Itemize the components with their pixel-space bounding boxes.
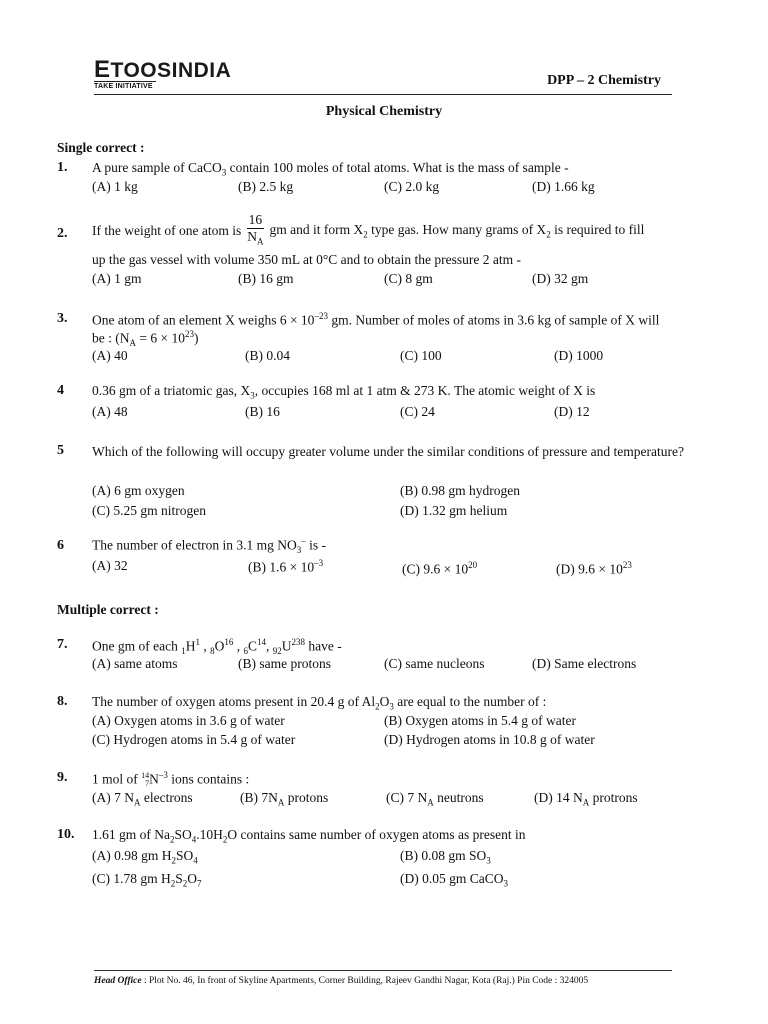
option-c: (C) Hydrogen atoms in 5.4 g of water [92,732,296,747]
option-d: (D) $9.6 \times 10^{23}$ [556,560,632,577]
logo-tagline: TAKE INITIATIVE [94,81,156,91]
question-number: 3. [57,311,68,326]
option-b: (B) 16 gm [238,271,294,286]
option-d: (D) Hydrogen atoms in 10.8 g of water [384,732,595,747]
question-text: 0.36 gm of a triatomic gas, $X_3$, occupies 168 ml at 1 atm & 273 K. The atomic weight of X is [92,383,596,401]
question-text-line2: up the gas vessel with volume 350 mL at 0°C and to obtain the pressure 2 atm - [92,252,521,267]
question-text: The number of oxygen atoms present in 20.4 g of $Al_2O_3$ are equal to the number of : [92,694,547,712]
option-b: (B) Oxygen atoms in 5.4 g of water [384,713,576,728]
header-divider [94,94,672,95]
question-text: The number of electron in 3.1 mg $NO_3^-$ is - [92,536,326,556]
question-text-line2: be : $(N_A = 6 \times 10^{23})$ [92,329,199,349]
option-a: (A) 48 [92,404,128,419]
option-b: (B) $1.6 \times 10^{-3}$ [248,558,324,575]
option-b: (B) 2.5 kg [238,179,294,194]
option-a: (A) Oxygen atoms in 3.6 g of water [92,713,285,728]
option-a: (A) 1 gm [92,271,142,286]
option-c: (C) $9.6 \times 10^{20}$ [402,560,478,577]
option-d: (D) 1.66 kg [532,179,595,194]
option-a: (A) 1 kg [92,179,138,194]
option-d: (D) Same electrons [532,656,637,671]
option-b: (B) 16 [245,404,280,419]
option-c: (C) same nucleons [384,656,485,671]
option-a: (A) 32 [92,558,128,573]
option-a: (A) 40 [92,348,128,363]
question-number: 1. [57,160,68,175]
option-b: (B) 0.08 gm $SO_3$ [400,848,491,866]
question-text: Which of the following will occupy greater volume under the similar conditions of pressure and temperature? [92,444,684,459]
etoosindia-logo [94,56,232,91]
option-c: (C) 1.78 gm $H_2S_2O_7$ [92,871,202,889]
fraction: $\frac{16}{N_A}$ [247,212,264,247]
option-c: (C) 100 [400,348,442,363]
footer-address: Head Office : Plot No. 46, In front of Skyline Apartments, Corner Building, Rajeev Gandhi Nagar, Kota (Raj.) Pin Code : 324005 [94,976,589,986]
option-d: (D) 1000 [554,348,604,363]
option-d: (D) 1.32 gm helium [400,503,508,518]
question-text: 1 mol of 14 7 $N^{-3}$ ions contains : [92,770,250,789]
option-d: (D) 0.05 gm CaCO$_3$ [400,871,508,889]
option-a: (A) 7 $N_A$ electrons [92,790,193,808]
question-number: 10. [57,827,75,842]
question-number: 8. [57,694,68,709]
question-text: If the weight of one atom is $\frac{16}{N_A}$ gm and it form $X_2$ type gas. How many grams of $X_2$ is required to fill [92,212,644,250]
option-c: (C) 5.25 gm nitrogen [92,503,206,518]
option-a: (A) 6 gm oxygen [92,483,185,498]
option-a: (A) 0.98 gm $H_2SO_4$ [92,848,198,866]
option-c: (C) 8 gm [384,271,433,286]
question-number: 6 [57,538,64,553]
option-d: (D) 12 [554,404,590,419]
question-text: A pure sample of CaCO$_3$ contain 100 moles of total atoms. What is the mass of sample - [92,160,569,178]
logo-wordmark: ETOOSINDIA [94,56,232,83]
option-b: (B) $7N_A$ protons [240,790,329,808]
question-number: 5 [57,443,64,458]
option-b: (B) same protons [238,656,331,671]
option-b: (B) 0.04 [245,348,290,363]
page-title: Physical Chemistry [325,104,443,119]
question-number: 7. [57,637,68,652]
section-heading-single: Single correct : [57,140,145,155]
question-text: 1.61 gm of $Na_2SO_4.10H_2O$ contains same number of oxygen atoms as present in [92,827,526,845]
question-text: One atom of an element X weighs $6 \times 10^{-23}$ gm. Number of moles of atoms in 3.6 kg of sample of X will [92,311,660,328]
option-d: (D) 14 $N_A$ protrons [534,790,638,808]
question-text: One gm of each $_1H^1$ , $_8O^{16}$ , $_6C^{14}$, $_{92}U^{238}$ have - [92,637,342,657]
option-a: (A) same atoms [92,656,178,671]
document-label: DPP – 2 Chemistry [547,73,661,88]
question-number: 9. [57,770,68,785]
option-c: (C) 24 [400,404,435,419]
question-number: 2. [57,226,68,241]
option-b: (B) 0.98 gm hydrogen [400,483,520,498]
section-heading-multiple: Multiple correct : [57,602,159,617]
option-c: (C) 7 $N_A$ neutrons [386,790,484,808]
footer-label: Head Office [94,976,142,986]
option-d: (D) 32 gm [532,271,589,286]
option-c: (C) 2.0 kg [384,179,440,194]
question-number: 4 [57,383,64,398]
footer-divider [94,970,672,971]
